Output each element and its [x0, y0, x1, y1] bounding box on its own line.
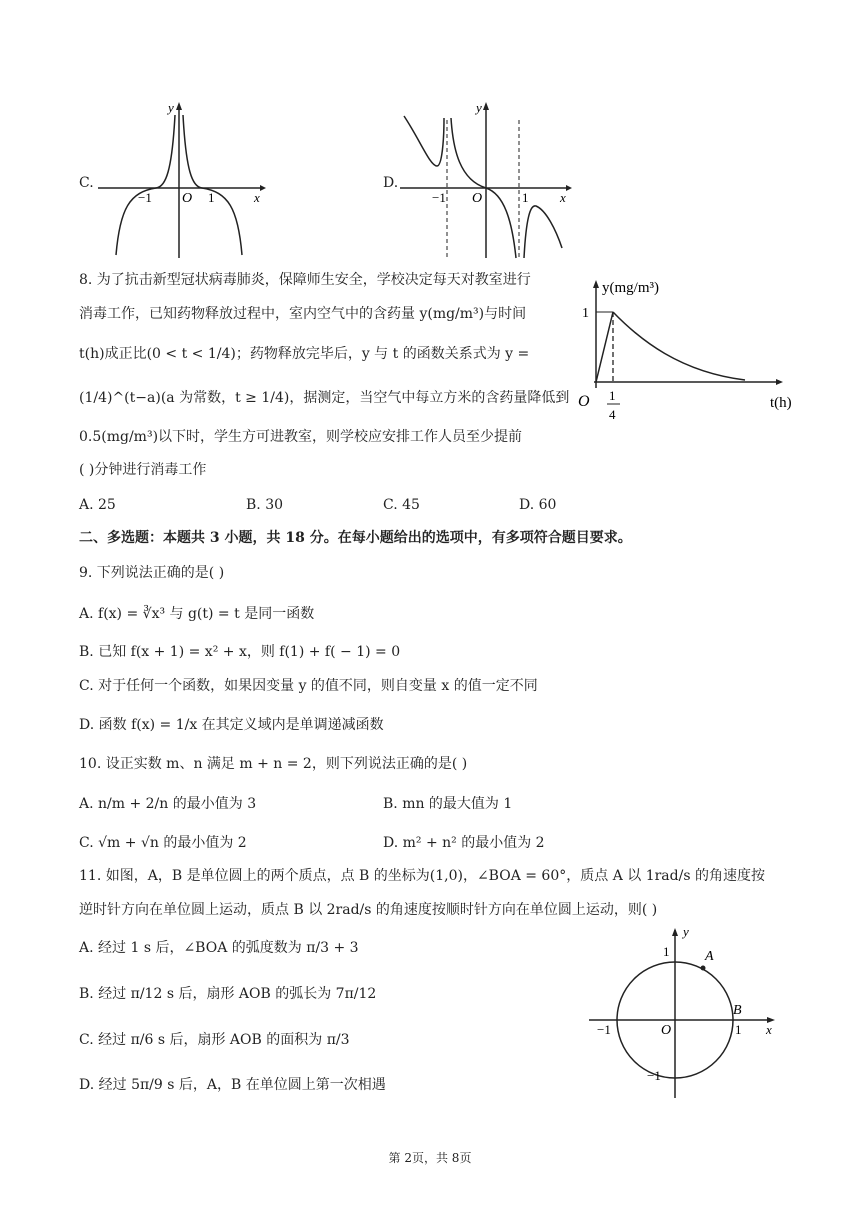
graph-c-y-label: y [168, 100, 174, 115]
q9-option-b: B. 已知 f(x + 1) = x² + x，则 f(1) + f( − 1) = 0 [79, 644, 401, 660]
q8-option-b: B. 30 [246, 497, 284, 513]
q11-option-d: D. 经过 5π/9 s 后，A，B 在单位圆上第一次相遇 [79, 1077, 386, 1093]
q11-graph-tick-1-right: 1 [735, 1022, 742, 1037]
q8-option-c: C. 45 [383, 497, 420, 513]
q8-graph-x-tick-num: 1 [609, 388, 616, 403]
q8-line6: ( )分钟进行消毒工作 [79, 462, 207, 478]
q9-option-c: C. 对于任何一个函数，如果因变量 y 的值不同，则自变量 x 的值一定不同 [79, 678, 538, 694]
graph-c-tick-neg1: −1 [138, 190, 152, 205]
q11-graph-tick-1-top: 1 [663, 944, 670, 959]
q11-graph-tick-neg1-bottom: −1 [647, 1068, 661, 1083]
option-c-label: C. [79, 175, 94, 191]
graph-d [400, 100, 575, 260]
q11-line2: 逆时针方向在单位圆上运动，质点 B 以 2rad/s 的角速度按顺时针方向在单位圆上运动，则( ) [79, 902, 658, 918]
q8-graph-y-label: y(mg/m³) [602, 280, 659, 296]
q11-line1: 11. 如图，A，B 是单位圆上的两个质点，点 B 的坐标为(1,0)，∠BOA = 60°，质点 A 以 1rad/s 的角速度按 [79, 868, 765, 884]
q8-line4: (1/4)^(t−a)(a 为常数，t ≥ 1/4)，据测定，当空气中每立方米的含药量降低到 [79, 390, 570, 406]
q11-graph-tick-neg1-left: −1 [597, 1022, 611, 1037]
q8-line5: 0.5(mg/m³)以下时，学生方可进教室，则学校应安排工作人员至少提前 [79, 429, 523, 445]
q11-option-a: A. 经过 1 s 后，∠BOA 的弧度数为 π/3 + 3 [79, 940, 359, 956]
q8-graph-x-label: t(h) [770, 395, 792, 411]
option-d-label: D. [383, 175, 399, 191]
q11-option-c: C. 经过 π/6 s 后，扇形 AOB 的面积为 π/3 [79, 1032, 350, 1048]
q8-graph [570, 270, 820, 440]
q11-graph-label-b: B [733, 1003, 742, 1018]
q11-graph-label-a: A [705, 949, 714, 964]
graph-c-origin: O [182, 191, 193, 206]
q11-point-a [701, 966, 706, 971]
q11-unit-circle [585, 922, 785, 1102]
q11-graph-y: y [683, 924, 689, 939]
q11-graph-origin: O [661, 1023, 672, 1038]
graph-c [98, 100, 268, 260]
graph-d-tick-1: 1 [522, 190, 529, 205]
q11-option-b: B. 经过 π/12 s 后，扇形 AOB 的弧长为 7π/12 [79, 986, 377, 1002]
q8-graph-y-tick: 1 [582, 306, 589, 321]
q8-option-a: A. 25 [79, 497, 116, 513]
q10-option-a: A. n/m + 2/n 的最小值为 3 [79, 796, 257, 812]
q9-option-a: A. f(x) = ∛x³ 与 g(t) = t 是同一函数 [79, 606, 315, 622]
section-heading: 二、多选题：本题共 3 小题，共 18 分。在每小题给出的选项中，有多项符合题目要求。 [79, 530, 632, 546]
q8-graph-origin: O [578, 393, 590, 410]
q10-stem: 10. 设正实数 m、n 满足 m + n = 2，则下列说法正确的是( ) [79, 756, 468, 772]
q8-line2: 消毒工作，已知药物释放过程中，室内空气中的含药量 y(mg/m³)与时间 [79, 306, 527, 322]
q10-option-d: D. m² + n² 的最小值为 2 [383, 835, 545, 851]
q8-option-d: D. 60 [519, 497, 557, 513]
graph-d-y-label: y [476, 100, 482, 115]
graph-d-x-label: x [560, 190, 566, 205]
q10-option-b: B. mn 的最大值为 1 [383, 796, 513, 812]
q9-stem: 9. 下列说法正确的是( ) [79, 565, 225, 581]
q8-graph-x-tick-den: 4 [609, 407, 616, 422]
graph-c-tick-1: 1 [208, 190, 215, 205]
q8-line3: t(h)成正比(0 < t < 1/4)；药物释放完毕后，y 与 t 的函数关系式为 y = [79, 346, 530, 362]
graph-d-tick-neg1: −1 [432, 190, 446, 205]
q8-line1: 8. 为了抗击新型冠状病毒肺炎，保障师生安全，学校决定每天对教室进行 [79, 272, 531, 288]
q10-option-c: C. √m + √n 的最小值为 2 [79, 835, 247, 851]
graph-c-x-label: x [254, 190, 260, 205]
page-footer: 第 2页，共 8页 [388, 1151, 472, 1165]
q11-graph-x: x [766, 1022, 772, 1037]
q9-option-d: D. 函数 f(x) = 1/x 在其定义域内是单调递减函数 [79, 717, 384, 733]
graph-d-origin: O [472, 191, 483, 206]
